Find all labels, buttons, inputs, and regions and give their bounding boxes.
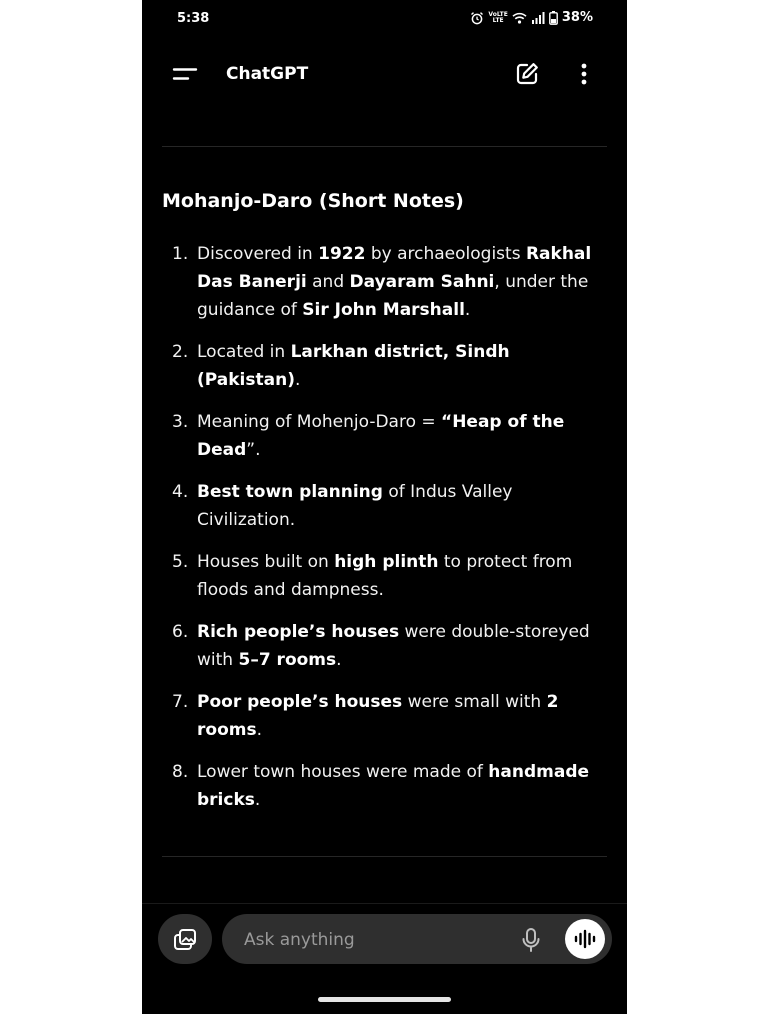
volte-icon: [488, 12, 507, 24]
composer-field: [222, 914, 612, 964]
note-text: , under the guidance of: [197, 272, 589, 320]
note-text-bold: high plinth: [334, 552, 439, 572]
home-indicator[interactable]: [318, 997, 451, 1002]
note-item: [162, 240, 607, 324]
wifi-icon: [512, 12, 527, 24]
battery-percent: 38%: [561, 10, 593, 25]
note-item: [162, 548, 607, 604]
volte-label-bottom: LTE: [492, 16, 504, 24]
note-text: were small with: [402, 692, 547, 712]
menu-button[interactable]: [168, 60, 202, 88]
assistant-response: [162, 186, 607, 828]
ask-input[interactable]: [242, 926, 506, 954]
voice-mode-icon: [573, 929, 597, 949]
note-text-bold: Rakhal Das Banerji: [197, 244, 592, 292]
voice-mode-button[interactable]: [565, 919, 605, 959]
note-text-bold: Rich people’s houses: [197, 622, 400, 642]
note-text-bold: Poor people’s houses: [197, 692, 403, 712]
note-text: Houses built on: [197, 552, 335, 572]
note-number: 3.: [172, 412, 189, 432]
note-text: .: [336, 650, 342, 670]
note-text: by archaeologists: [365, 244, 526, 264]
mic-icon: [518, 926, 544, 954]
note-text: Located in: [197, 342, 291, 362]
note-text: of Indus Valley Civilization.: [197, 482, 513, 530]
note-item: [162, 478, 607, 534]
note-number: 7.: [172, 692, 189, 712]
note-text: Meaning of Mohenjo-Daro =: [197, 412, 442, 432]
note-number: 8.: [172, 762, 189, 782]
signal-icon: [531, 12, 545, 24]
status-time: 5:38: [177, 11, 210, 26]
note-text-bold: Sir John Marshall: [302, 300, 465, 320]
note-number: 1.: [172, 244, 189, 264]
menu-icon: [168, 60, 202, 88]
note-text-bold: “Heap of the Dead: [197, 412, 565, 460]
status-bar: [142, 0, 627, 38]
bottom-divider: [162, 856, 607, 857]
note-text-bold: 1922: [318, 244, 366, 264]
notes-list: [162, 240, 607, 814]
note-item: [162, 338, 607, 394]
attach-image-icon: [171, 926, 199, 952]
new-chat-icon: [511, 58, 543, 90]
note-text-bold: Larkhan district, Sindh (Pakistan): [197, 342, 510, 390]
note-text: .: [256, 720, 262, 740]
note-text: were double-storeyed with: [197, 622, 590, 670]
note-text: Discovered in: [197, 244, 319, 264]
status-icons: [470, 10, 593, 25]
note-text: Lower town houses were made of: [197, 762, 489, 782]
note-text-bold: 5–7 rooms: [238, 650, 337, 670]
note-text: .: [294, 370, 301, 390]
note-number: 4.: [172, 482, 189, 502]
note-text: and: [306, 272, 350, 292]
battery-icon: [549, 11, 558, 25]
note-number: 6.: [172, 622, 189, 642]
note-text: ”.: [246, 440, 261, 460]
alarm-icon: [470, 11, 484, 25]
volte-label-top: VoLTE: [488, 10, 508, 18]
note-item: [162, 618, 607, 674]
note-text: to protect from floods and dampness.: [197, 552, 573, 600]
note-text-bold: Best town planning: [197, 482, 383, 502]
more-vertical-icon: [572, 58, 596, 90]
response-title: Mohanjo-Daro (Short Notes): [162, 190, 464, 212]
note-text-bold: 2 rooms: [197, 692, 559, 740]
note-item: [162, 688, 607, 744]
top-divider: [162, 146, 607, 147]
phone-screen: [142, 0, 627, 1014]
app-header: [142, 52, 627, 96]
note-number: 2.: [172, 342, 189, 362]
app-title: ChatGPT: [226, 64, 309, 84]
note-number: 5.: [172, 552, 189, 572]
note-text-bold: handmade bricks: [197, 762, 590, 810]
mic-button[interactable]: [518, 926, 544, 954]
note-text: .: [464, 300, 471, 320]
new-chat-button[interactable]: [511, 58, 543, 90]
note-item: [162, 408, 607, 464]
more-options-button[interactable]: [572, 58, 596, 90]
note-item: [162, 758, 607, 814]
composer-bar: [142, 903, 627, 974]
note-text-bold: Dayaram Sahni: [349, 272, 495, 292]
note-text: .: [254, 790, 261, 810]
attach-image-button[interactable]: [158, 914, 212, 964]
